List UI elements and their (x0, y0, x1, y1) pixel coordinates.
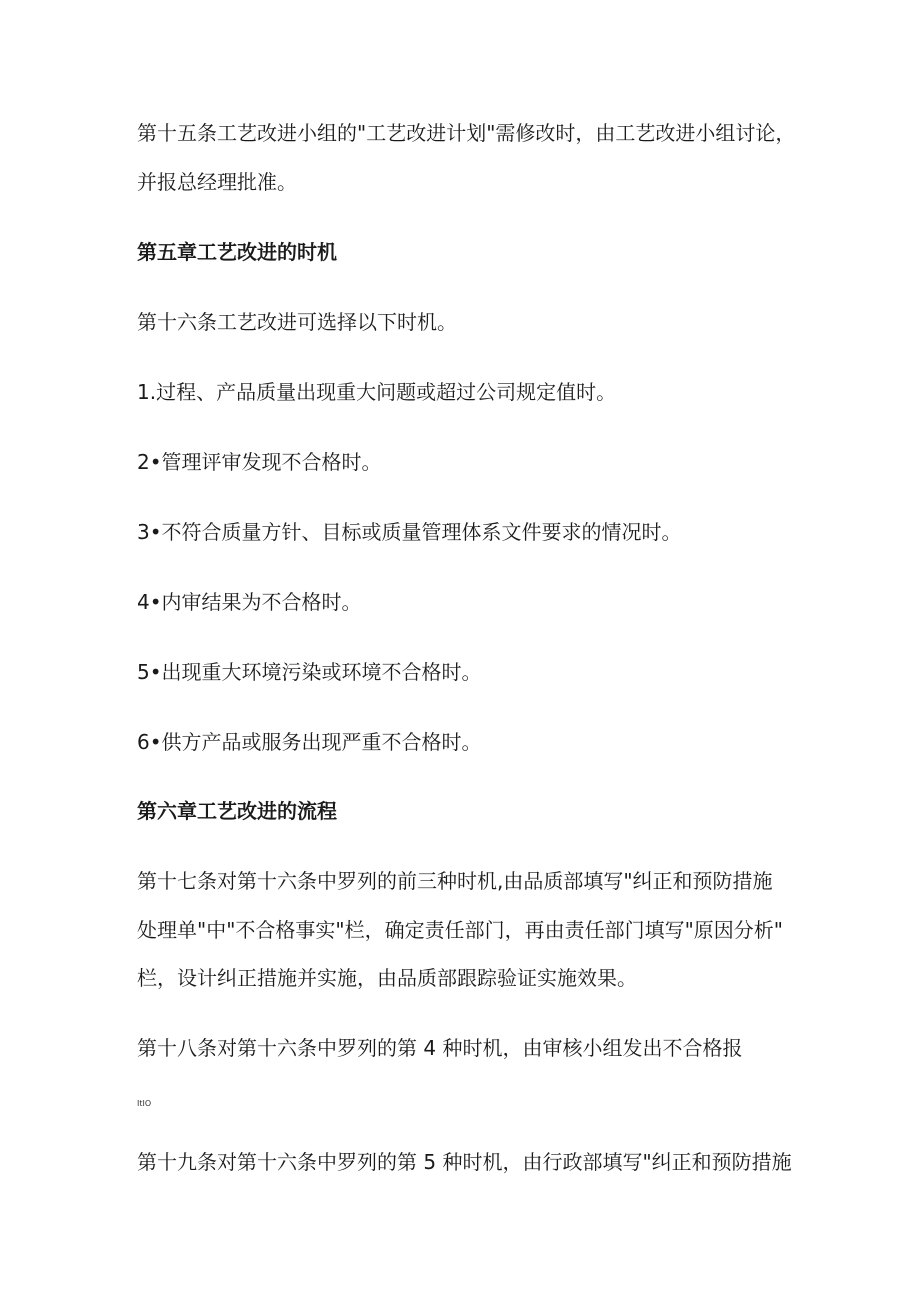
chapter-5-heading: 第五章工艺改进的时机 (137, 240, 337, 264)
list-item-1: 1.过程、产品质量出现重大问题或超过公司规定值时。 (137, 380, 617, 404)
article-18-line-1: 第十八条对第十六条中罗列的第 4 种时机，由审核小组发出不合格报 (137, 1036, 743, 1060)
chapter-6-heading: 第六章工艺改进的流程 (137, 799, 337, 823)
article-16: 第十六条工艺改进可选择以下时机。 (137, 310, 457, 334)
article-17-line-3: 栏，设计纠正措施并实施，由品质部跟踪验证实施效果。 (137, 966, 637, 990)
article-17-line-2: 处理单"中"不合格事实"栏，确定责任部门，再由责任部门填写"原因分析" (137, 918, 783, 942)
list-item-5: 5•出现重大环境污染或环境不合格时。 (137, 660, 482, 684)
list-item-3: 3•不符合质量方针、目标或质量管理体系文件要求的情况时。 (137, 520, 682, 544)
article-17-line-1: 第十七条对第十六条中罗列的前三种时机,由品质部填写"纠正和预防措施 (137, 869, 773, 893)
article-18-fragment: ItIO (137, 1099, 152, 1108)
article-15-line-2: 并报总经理批准。 (137, 170, 297, 194)
list-item-2: 2•管理评审发现不合格时。 (137, 450, 382, 474)
article-19-line-1: 第十九条对第十六条中罗列的第 5 种时机，由行政部填写"纠正和预防措施 (137, 1150, 792, 1174)
article-15-line-1: 第十五条工艺改进小组的"工艺改进计划"需修改时，由工艺改进小组讨论， (137, 121, 796, 145)
list-item-6: 6•供方产品或服务出现严重不合格时。 (137, 730, 482, 754)
list-item-4: 4•内审结果为不合格时。 (137, 590, 362, 614)
